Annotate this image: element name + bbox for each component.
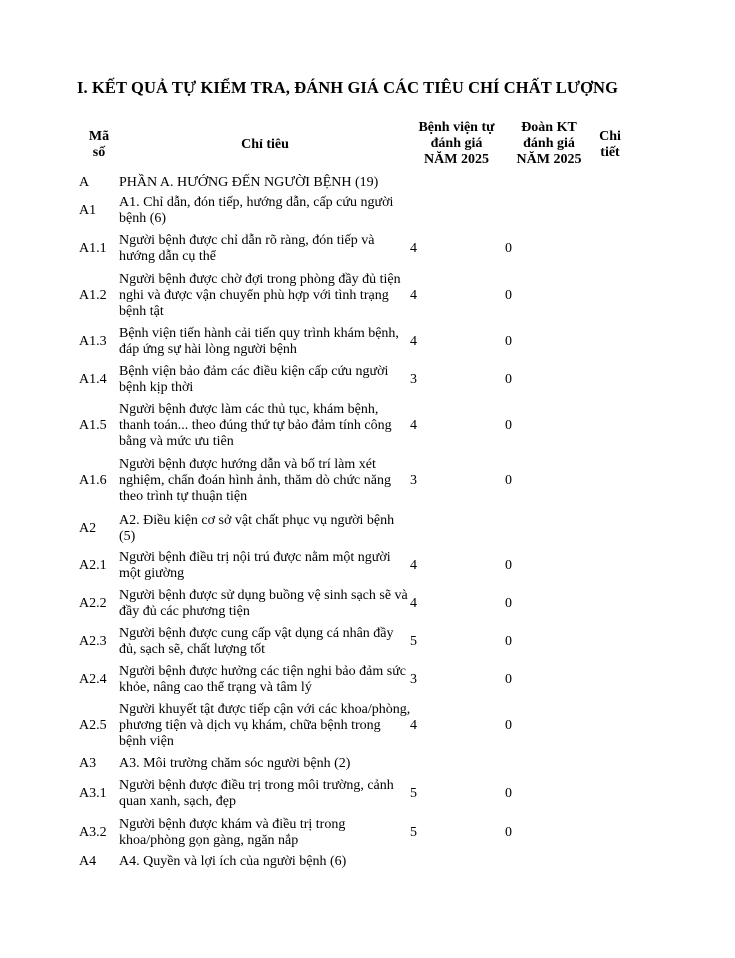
row-hospital-score: 4 xyxy=(410,596,417,611)
row-indicator: A1. Chỉ dẫn, đón tiếp, hướng dẫn, cấp cứu người bệnh (6) xyxy=(119,195,394,226)
header-code-line: số xyxy=(92,145,106,160)
row-code: A3.1 xyxy=(79,786,107,801)
header-hospital-line: NĂM 2025 xyxy=(424,152,489,167)
row-indicator: Người bệnh được hướng dẫn và bố trí làm xét nghiệm, chẩn đoán hình ảnh, thăm dò chức năng theo trình tự thuận tiện xyxy=(119,457,391,504)
row-team-score: 0 xyxy=(505,558,512,573)
row-indicator: A3. Môi trường chăm sóc người bệnh (2) xyxy=(119,756,351,771)
row-code: A1.2 xyxy=(79,288,107,303)
row-code: A1.5 xyxy=(79,418,107,433)
row-indicator: Người bệnh được chờ đợi trong phòng đầy đủ tiện nghi và được vận chuyển phù hợp với tình trạng bệnh tật xyxy=(119,272,401,319)
row-indicator: Người bệnh được khám và điều trị trong khoa/phòng gọn gàng, ngăn nắp xyxy=(119,817,346,848)
row-hospital-score: 4 xyxy=(410,718,417,733)
row-team-score: 0 xyxy=(505,241,512,256)
row-team-score: 0 xyxy=(505,372,512,387)
row-team-score: 0 xyxy=(505,825,512,840)
header-hospital-line: đánh giá xyxy=(430,136,483,151)
row-team-score: 0 xyxy=(505,718,512,733)
row-code: A4 xyxy=(79,854,97,869)
row-code: A2.4 xyxy=(79,672,107,687)
row-hospital-score: 3 xyxy=(410,372,417,387)
row-indicator: Người khuyết tật được tiếp cận với các khoa/phòng, phương tiện và dịch vụ khám, chữa bệnh trong bệnh viện xyxy=(119,702,411,749)
row-team-score: 0 xyxy=(505,634,512,649)
row-team-score: 0 xyxy=(505,473,512,488)
row-indicator: Bệnh viện tiến hành cải tiến quy trình khám bệnh, đáp ứng sự hài lòng người bệnh xyxy=(119,326,399,357)
row-indicator: Người bệnh được cung cấp vật dụng cá nhân đầy đủ, sạch sẽ, chất lượng tốt xyxy=(119,626,394,657)
row-indicator: Người bệnh được sử dụng buồng vệ sinh sạch sẽ và đầy đủ các phương tiện xyxy=(119,588,408,619)
row-code: A1 xyxy=(79,203,97,218)
row-hospital-score: 5 xyxy=(410,825,417,840)
row-hospital-score: 4 xyxy=(410,288,417,303)
row-code: A3 xyxy=(79,756,97,771)
header-team-line: đánh giá xyxy=(523,136,575,151)
row-team-score: 0 xyxy=(505,418,512,433)
row-hospital-score: 4 xyxy=(410,334,417,349)
row-hospital-score: 3 xyxy=(410,672,417,687)
row-hospital-score: 4 xyxy=(410,418,417,433)
row-code: A2.1 xyxy=(79,558,107,573)
header-code-line: Mã xyxy=(88,129,110,144)
row-code: A1.1 xyxy=(79,241,107,256)
row-team-score: 0 xyxy=(505,334,512,349)
row-code: A2.3 xyxy=(79,634,107,649)
row-hospital-score: 5 xyxy=(410,786,417,801)
row-team-score: 0 xyxy=(505,672,512,687)
header-team-line: Đoàn KT xyxy=(521,120,577,135)
header-detail-line: tiết xyxy=(600,145,620,160)
row-indicator: Người bệnh điều trị nội trú được nằm một người một giường xyxy=(119,550,391,581)
row-code: A2 xyxy=(79,521,97,536)
row-indicator: Bệnh viện bảo đảm các điều kiện cấp cứu người bệnh kịp thời xyxy=(119,364,389,395)
header-indicator: Chỉ tiêu xyxy=(241,137,289,152)
row-team-score: 0 xyxy=(505,596,512,611)
row-hospital-score: 4 xyxy=(410,241,417,256)
header-detail-line: Chi xyxy=(599,129,621,144)
row-hospital-score: 3 xyxy=(410,473,417,488)
row-hospital-score: 4 xyxy=(410,558,417,573)
row-indicator: Người bệnh được chỉ dẫn rõ ràng, đón tiếp và hướng dẫn cụ thể xyxy=(119,233,375,264)
row-indicator: Người bệnh được làm các thủ tục, khám bệnh, thanh toán... theo đúng thứ tự bảo đảm tính công bằng và mức ưu tiên xyxy=(119,402,392,449)
row-code: A1.6 xyxy=(79,473,107,488)
page-title: I. KẾT QUẢ TỰ KIỂM TRA, ĐÁNH GIÁ CÁC TIÊU CHÍ CHẤT LƯỢNG xyxy=(77,78,619,97)
header-team-line: NĂM 2025 xyxy=(516,152,582,167)
row-team-score: 0 xyxy=(505,786,512,801)
row-indicator: Người bệnh được hưởng các tiện nghi bảo đảm sức khỏe, nâng cao thể trạng và tâm lý xyxy=(119,664,406,695)
row-code: A1.3 xyxy=(79,334,107,349)
row-indicator: Người bệnh được điều trị trong môi trường, cảnh quan xanh, sạch, đẹp xyxy=(119,778,394,809)
row-code: A3.2 xyxy=(79,825,107,840)
row-code: A1.4 xyxy=(79,372,107,387)
row-code: A2.5 xyxy=(79,718,107,733)
row-indicator: A4. Quyền và lợi ích của người bệnh (6) xyxy=(119,854,347,869)
row-indicator: A2. Điều kiện cơ sở vật chất phục vụ người bệnh (5) xyxy=(119,513,395,544)
row-hospital-score: 5 xyxy=(410,634,417,649)
row-code: A2.2 xyxy=(79,596,107,611)
row-indicator: PHẦN A. HƯỚNG ĐẾN NGƯỜI BỆNH (19) xyxy=(119,175,379,190)
row-team-score: 0 xyxy=(505,288,512,303)
header-hospital-line: Bệnh viện tự xyxy=(418,120,495,135)
row-code: A xyxy=(79,175,90,190)
